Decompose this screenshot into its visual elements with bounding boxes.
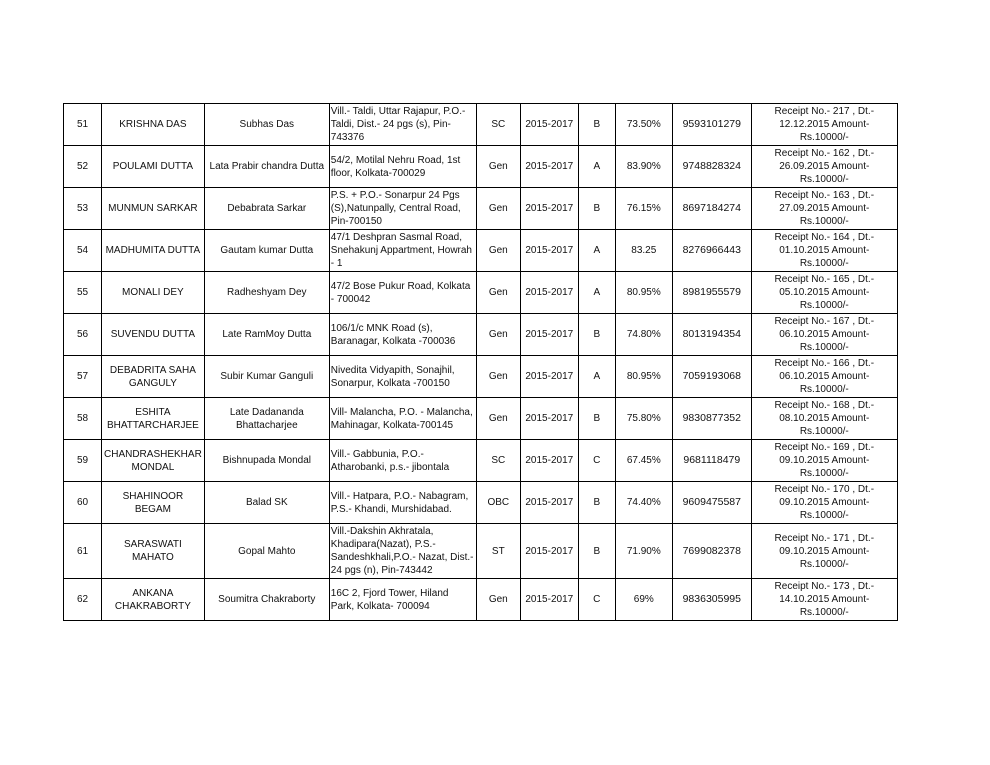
guardian-name-cell: Lata Prabir chandra Dutta (204, 146, 329, 188)
guardian-name-cell: Late Dadananda Bhattacharjee (204, 398, 329, 440)
receipt-cell (751, 524, 897, 579)
serial-number-cell: 53 (64, 188, 102, 230)
session-cell: 2015-2017 (520, 272, 578, 314)
student-name-cell: DEBADRITA SAHA GANGULY (102, 356, 205, 398)
address-cell: 47/2 Bose Pukur Road, Kolkata - 700042 (329, 272, 476, 314)
session-cell: 2015-2017 (520, 524, 578, 579)
guardian-name-cell: Subir Kumar Ganguli (204, 356, 329, 398)
percentage-cell: 76.15% (615, 188, 672, 230)
guardian-name-cell: Radheshyam Dey (204, 272, 329, 314)
address-cell: Vill.- Taldi, Uttar Rajapur, P.O.- Taldi, Dist.- 24 pgs (s), Pin- 743376 (329, 104, 476, 146)
address-cell: Nivedita Vidyapith, Sonajhil, Sonarpur, Kolkata -700150 (329, 356, 476, 398)
percentage-cell: 74.40% (615, 482, 672, 524)
student-name-cell: MADHUMITA DUTTA (102, 230, 205, 272)
percentage-cell: 67.45% (615, 440, 672, 482)
session-cell: 2015-2017 (520, 104, 578, 146)
category-cell: ST (476, 524, 520, 579)
serial-number-cell: 59 (64, 440, 102, 482)
student-fee-table (63, 103, 898, 621)
guardian-name-cell: Soumitra Chakraborty (204, 579, 329, 621)
table-row (64, 579, 898, 621)
phone-cell: 8697184274 (672, 188, 751, 230)
student-name-cell: MONALI DEY (102, 272, 205, 314)
session-cell: 2015-2017 (520, 314, 578, 356)
percentage-cell: 83.25 (615, 230, 672, 272)
receipt-cell (751, 104, 897, 146)
grade-cell: B (578, 524, 615, 579)
serial-number-cell: 55 (64, 272, 102, 314)
grade-cell: A (578, 230, 615, 272)
address-cell: Vill.- Gabbunia, P.O.- Atharobanki, p.s.- jibontala (329, 440, 476, 482)
table-row (64, 398, 898, 440)
guardian-name-cell: Subhas Das (204, 104, 329, 146)
phone-cell: 8013194354 (672, 314, 751, 356)
category-cell: SC (476, 104, 520, 146)
phone-cell: 7699082378 (672, 524, 751, 579)
receipt-cell (751, 482, 897, 524)
address-cell: Vill- Malancha, P.O. - Malancha, Mahinagar, Kolkata-700145 (329, 398, 476, 440)
receipt-date-amount: 06.10.2015 Amount- Rs.10000/- (779, 371, 870, 395)
percentage-cell: 71.90% (615, 524, 672, 579)
category-cell: Gen (476, 356, 520, 398)
session-cell: 2015-2017 (520, 579, 578, 621)
receipt-number: Receipt No.- 164 , Dt.- (774, 232, 875, 243)
receipt-number: Receipt No.- 171 , Dt.- (774, 532, 875, 544)
table-row (64, 524, 898, 579)
receipt-date-amount: 05.10.2015 Amount- Rs.10000/- (779, 287, 870, 311)
table-row (64, 146, 898, 188)
session-cell: 2015-2017 (520, 482, 578, 524)
guardian-name-cell: Gopal Mahto (204, 524, 329, 579)
receipt-date-amount: 09.10.2015 Amount- Rs.10000/- (779, 497, 870, 521)
table-body (64, 104, 898, 621)
guardian-name-cell: Bishnupada Mondal (204, 440, 329, 482)
phone-cell: 9748828324 (672, 146, 751, 188)
receipt-cell (751, 356, 897, 398)
serial-number-cell: 52 (64, 146, 102, 188)
receipt-number: Receipt No.- 173 , Dt.- (774, 581, 875, 592)
receipt-date-amount: 06.10.2015 Amount- Rs.10000/- (779, 329, 870, 353)
table-row (64, 314, 898, 356)
receipt-date-amount: 26.09.2015 Amount- Rs.10000/- (779, 161, 870, 185)
session-cell: 2015-2017 (520, 398, 578, 440)
receipt-cell (751, 146, 897, 188)
student-name-cell: SUVENDU DUTTA (102, 314, 205, 356)
percentage-cell: 69% (615, 579, 672, 621)
session-cell: 2015-2017 (520, 188, 578, 230)
serial-number-cell: 57 (64, 356, 102, 398)
receipt-date-amount: 09.10.2015 Amount- Rs.10000/- (779, 545, 870, 570)
serial-number-cell: 60 (64, 482, 102, 524)
receipt-number: Receipt No.- 162 , Dt.- (774, 148, 875, 159)
receipt-number: Receipt No.- 168 , Dt.- (774, 400, 875, 411)
receipt-number: Receipt No.- 165 , Dt.- (774, 274, 875, 285)
grade-cell: A (578, 146, 615, 188)
category-cell: Gen (476, 230, 520, 272)
category-cell: Gen (476, 398, 520, 440)
grade-cell: A (578, 272, 615, 314)
session-cell: 2015-2017 (520, 440, 578, 482)
phone-cell: 8276966443 (672, 230, 751, 272)
table-row (64, 104, 898, 146)
grade-cell: C (578, 440, 615, 482)
guardian-name-cell: Debabrata Sarkar (204, 188, 329, 230)
student-name-cell: POULAMI DUTTA (102, 146, 205, 188)
table-row (64, 440, 898, 482)
receipt-cell (751, 398, 897, 440)
grade-cell: B (578, 188, 615, 230)
receipt-number: Receipt No.- 170 , Dt.- (774, 484, 875, 495)
category-cell: Gen (476, 146, 520, 188)
table-row (64, 188, 898, 230)
student-name-cell: MUNMUN SARKAR (102, 188, 205, 230)
percentage-cell: 74.80% (615, 314, 672, 356)
receipt-number: Receipt No.- 169 , Dt.- (774, 442, 875, 453)
grade-cell: A (578, 356, 615, 398)
percentage-cell: 73.50% (615, 104, 672, 146)
grade-cell: B (578, 482, 615, 524)
phone-cell: 9681118479 (672, 440, 751, 482)
serial-number-cell: 61 (64, 524, 102, 579)
guardian-name-cell: Gautam kumar Dutta (204, 230, 329, 272)
receipt-date-amount: 14.10.2015 Amount- Rs.10000/- (779, 594, 870, 618)
table-row (64, 356, 898, 398)
percentage-cell: 80.95% (615, 272, 672, 314)
table-row (64, 230, 898, 272)
receipt-number: Receipt No.- 167 , Dt.- (774, 316, 875, 327)
percentage-cell: 75.80% (615, 398, 672, 440)
receipt-cell (751, 230, 897, 272)
receipt-date-amount: 27.09.2015 Amount- Rs.10000/- (779, 203, 870, 227)
receipt-cell (751, 272, 897, 314)
serial-number-cell: 54 (64, 230, 102, 272)
serial-number-cell: 51 (64, 104, 102, 146)
serial-number-cell: 58 (64, 398, 102, 440)
guardian-name-cell: Balad SK (204, 482, 329, 524)
receipt-date-amount: 09.10.2015 Amount- Rs.10000/- (779, 455, 870, 479)
receipt-date-amount: 12.12.2015 Amount- Rs.10000/- (779, 119, 870, 143)
address-cell: 106/1/c MNK Road (s), Baranagar, Kolkata -700036 (329, 314, 476, 356)
guardian-name-cell: Late RamMoy Dutta (204, 314, 329, 356)
grade-cell: B (578, 398, 615, 440)
address-cell: Vill.- Hatpara, P.O.- Nabagram, P.S.- Khandi, Murshidabad. (329, 482, 476, 524)
receipt-number: Receipt No.- 217 , Dt.- (774, 106, 875, 117)
receipt-date-amount: 08.10.2015 Amount- Rs.10000/- (779, 413, 870, 437)
address-cell: 54/2, Motilal Nehru Road, 1st floor, Kolkata-700029 (329, 146, 476, 188)
receipt-cell (751, 188, 897, 230)
serial-number-cell: 56 (64, 314, 102, 356)
grade-cell: B (578, 314, 615, 356)
session-cell: 2015-2017 (520, 356, 578, 398)
phone-cell: 7059193068 (672, 356, 751, 398)
session-cell: 2015-2017 (520, 230, 578, 272)
receipt-date-amount: 01.10.2015 Amount- Rs.10000/- (779, 245, 870, 269)
student-name-cell: SHAHINOOR BEGAM (102, 482, 205, 524)
grade-cell: B (578, 104, 615, 146)
address-cell: Vill.-Dakshin Akhratala, Khadipara(Nazat), P.S.- Sandeshkhali,P.O.- Nazat, Dist.- 24 pgs (n), Pin-743442 (329, 524, 476, 579)
percentage-cell: 80.95% (615, 356, 672, 398)
table-row (64, 272, 898, 314)
session-cell: 2015-2017 (520, 146, 578, 188)
category-cell: SC (476, 440, 520, 482)
student-name-cell: SARASWATI MAHATO (102, 524, 205, 579)
student-name-cell: CHANDRASHEKHAR MONDAL (102, 440, 205, 482)
student-name-cell: KRISHNA DAS (102, 104, 205, 146)
category-cell: Gen (476, 272, 520, 314)
category-cell: OBC (476, 482, 520, 524)
category-cell: Gen (476, 579, 520, 621)
address-cell: 16C 2, Fjord Tower, Hiland Park, Kolkata- 700094 (329, 579, 476, 621)
phone-cell: 9609475587 (672, 482, 751, 524)
grade-cell: C (578, 579, 615, 621)
address-cell: P.S. + P.O.- Sonarpur 24 Pgs (S),Natunpally, Central Road, Pin-700150 (329, 188, 476, 230)
receipt-cell (751, 579, 897, 621)
receipt-number: Receipt No.- 163 , Dt.- (774, 190, 875, 201)
receipt-number: Receipt No.- 166 , Dt.- (774, 358, 875, 369)
phone-cell: 9836305995 (672, 579, 751, 621)
address-cell: 47/1 Deshpran Sasmal Road, Snehakunj Appartment, Howrah - 1 (329, 230, 476, 272)
category-cell: Gen (476, 188, 520, 230)
student-name-cell: ANKANA CHAKRABORTY (102, 579, 205, 621)
phone-cell: 9593101279 (672, 104, 751, 146)
category-cell: Gen (476, 314, 520, 356)
receipt-cell (751, 440, 897, 482)
phone-cell: 9830877352 (672, 398, 751, 440)
receipt-cell (751, 314, 897, 356)
table-row (64, 482, 898, 524)
phone-cell: 8981955579 (672, 272, 751, 314)
percentage-cell: 83.90% (615, 146, 672, 188)
student-name-cell: ESHITA BHATTARCHARJEE (102, 398, 205, 440)
serial-number-cell: 62 (64, 579, 102, 621)
